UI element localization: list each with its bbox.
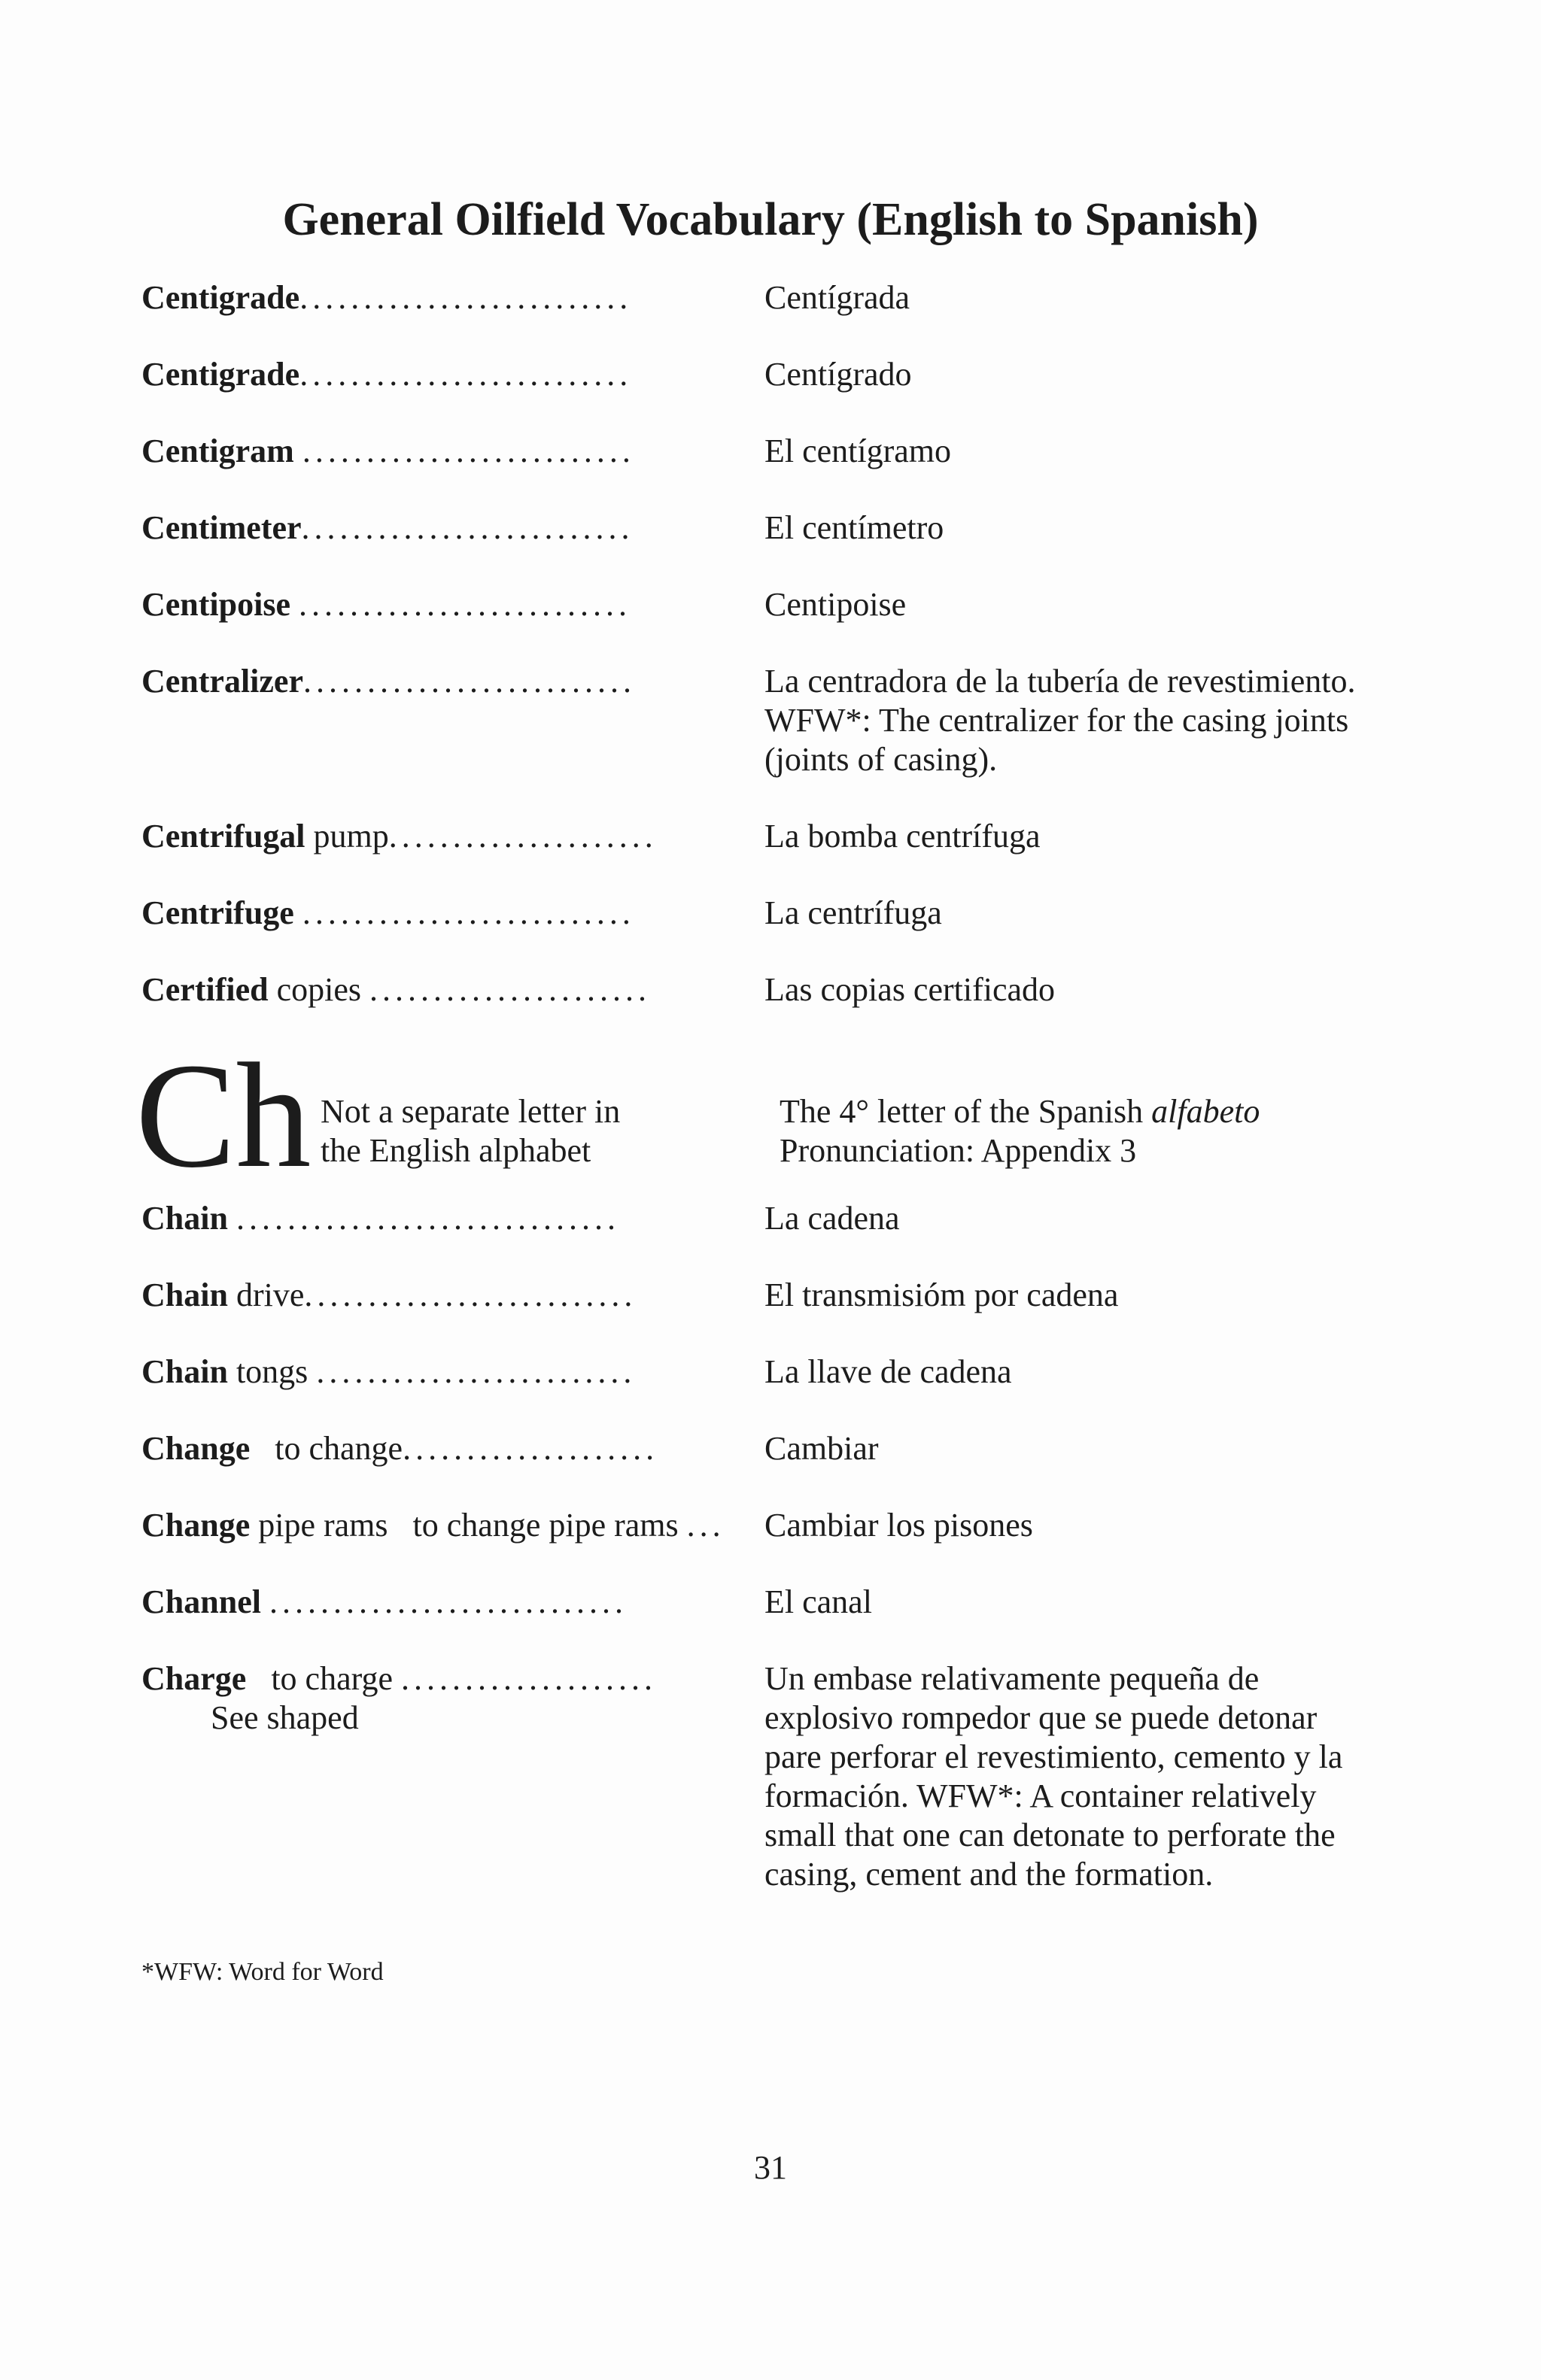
entry-english [141,432,758,471]
entry-spanish [764,894,1389,933]
entry-term: Chain [141,1200,228,1237]
entry-term: Channel [141,1583,261,1620]
entry-translation-line: Las copias certificado [764,971,1056,1008]
entry-leader-dots: .......................... [301,509,634,546]
entry-leader-dots: ............................ [269,1583,628,1620]
entry-english [141,585,758,624]
entry-english [141,355,758,394]
entry-term: Centimeter [141,509,302,546]
entry-translation-line: La centradora de la tubería de revestimiento. [764,663,1356,700]
entry-translation-line: Centígrada [764,279,910,316]
entry-term-extra: drive [227,1277,305,1313]
entry-english [141,278,758,317]
entry-spanish [764,970,1389,1009]
entry-leader-dots: .......................... [303,663,636,700]
entry-translation-line: explosivo rompedor que se puede detonar [764,1699,1318,1736]
entry-english [141,1506,758,1545]
ch-letter-section [135,1033,1415,1199]
entry-term: Chain [141,1353,228,1390]
entry-term: Centrifugal [141,818,305,855]
entry-term: Change [141,1430,251,1467]
entry-translation-line: El centímetro [764,509,944,546]
entry-leader-dots: .......................... [299,586,631,623]
entry-term-extra [228,1200,236,1237]
entry-term: Centigram [141,433,294,469]
entry-leader-dots: ......................... [316,1353,637,1390]
entry-translation-line: (joints of casing). [764,741,998,778]
page-number: 31 [754,2149,787,2186]
entry-leader-dots: ..................... [388,818,658,855]
entry-spanish [764,662,1389,779]
entry-translation-line: casing, cement and the formation. [764,1856,1214,1893]
entry-spanish [764,1276,1389,1315]
ch-description-alfabeto: alfabeto [1151,1093,1260,1130]
ch-drop-letter: Ch [135,1033,312,1199]
entry-leader-dots: .......................... [304,1277,637,1313]
entry-translation-line: Centígrado [764,356,912,393]
entry-english [141,970,758,1009]
entry-term: Centigrade [141,356,300,393]
ch-note-line-1: Not a separate letter in [321,1093,621,1130]
entry-english [141,1583,758,1622]
entry-spanish [764,585,1389,624]
entry-term-extra [294,433,302,469]
entry-english [141,1429,758,1468]
entry-english [141,894,758,933]
entry-leader-dots: .......................... [299,356,633,393]
entry-spanish [764,432,1389,471]
entry-term-extra: pipe rams to change pipe rams [250,1507,687,1544]
entry-spanish [764,817,1389,856]
entry-translation-line: La centrífuga [764,894,942,931]
entry-english [141,1352,758,1392]
entry-term: Centigrade [141,279,300,316]
entry-translation-line: formación. WFW*: A container relatively [764,1777,1317,1814]
entry-leader-dots: ...................... [369,971,651,1008]
entry-term-extra: to charge [246,1660,401,1697]
entry-term: Change [141,1507,251,1544]
entry-leader-dots: .......................... [299,279,633,316]
entry-english [141,1199,758,1238]
entry-spanish [764,1659,1389,1894]
ch-note-line-2: the English alphabet [321,1132,591,1169]
entry-spanish [764,1352,1389,1392]
entry-english [141,662,758,701]
entry-term: Chain [141,1277,228,1313]
entry-spanish [764,1506,1389,1545]
entry-term: Charge [141,1660,247,1697]
entry-english [141,508,758,548]
entry-translation-line: La llave de cadena [764,1353,1012,1390]
entry-translation-line: La cadena [764,1200,900,1237]
entry-translation-line: Cambiar [764,1430,879,1467]
entry-spanish [764,1583,1389,1622]
entry-term-extra: copies [268,971,369,1008]
ch-description-line-2: Pronunciation: Appendix 3 [780,1132,1137,1169]
entry-leader-dots: ... [686,1507,725,1544]
entry-term-extra [261,1583,269,1620]
ch-description-line-1 [780,1092,1260,1131]
entry-spanish [764,1199,1389,1238]
entry-leader-dots: .................... [403,1430,659,1467]
entry-spanish [764,278,1389,317]
entry-term-extra [294,894,302,931]
entry-spanish [764,1429,1389,1468]
entry-term-extra: tongs [227,1353,317,1390]
entry-term: Certified [141,971,269,1008]
entry-translation-line: Centipoise [764,586,907,623]
entry-cross-reference: See shaped [211,1699,359,1736]
entry-translation-line: WFW*: The centralizer for the casing joints [764,702,1349,739]
entry-translation-line: small that one can detonate to perforate the [764,1817,1336,1853]
entry-translation-line: pare perforar el revestimiento, cemento y la [764,1738,1343,1775]
page-title: General Oilfield Vocabulary (English to Spanish) [282,194,1259,245]
entry-english [141,1659,758,1698]
ch-description [780,1092,1260,1170]
entry-term-extra [290,586,299,623]
entry-translation-line: La bomba centrífuga [764,818,1041,855]
entry-term: Centrifuge [141,894,294,931]
ch-note [321,1092,620,1170]
entry-spanish [764,355,1389,394]
entry-translation-line: Un embase relativamente pequeña de [764,1660,1260,1697]
entry-translation-line: El canal [764,1583,872,1620]
entry-term: Centralizer [141,663,303,700]
entry-english [141,1276,758,1315]
entry-term-extra: to change [250,1430,403,1467]
entry-term: Centipoise [141,586,290,623]
entry-translation-line: Cambiar los pisones [764,1507,1033,1544]
entry-translation-line: El centígramo [764,433,952,469]
entry-leader-dots: .......................... [302,894,635,931]
entry-translation-line: El transmisióm por cadena [764,1277,1119,1313]
entry-term-extra: pump [305,818,389,855]
entry-leader-dots: .................... [400,1660,657,1697]
ch-description-prefix: The 4° letter of the Spanish [780,1093,1152,1130]
entry-leader-dots: .............................. [236,1200,620,1237]
entry-leader-dots: .......................... [302,433,635,469]
footnote: *WFW: Word for Word [141,1958,384,1986]
entry-english [141,817,758,856]
entry-spanish [764,508,1389,548]
